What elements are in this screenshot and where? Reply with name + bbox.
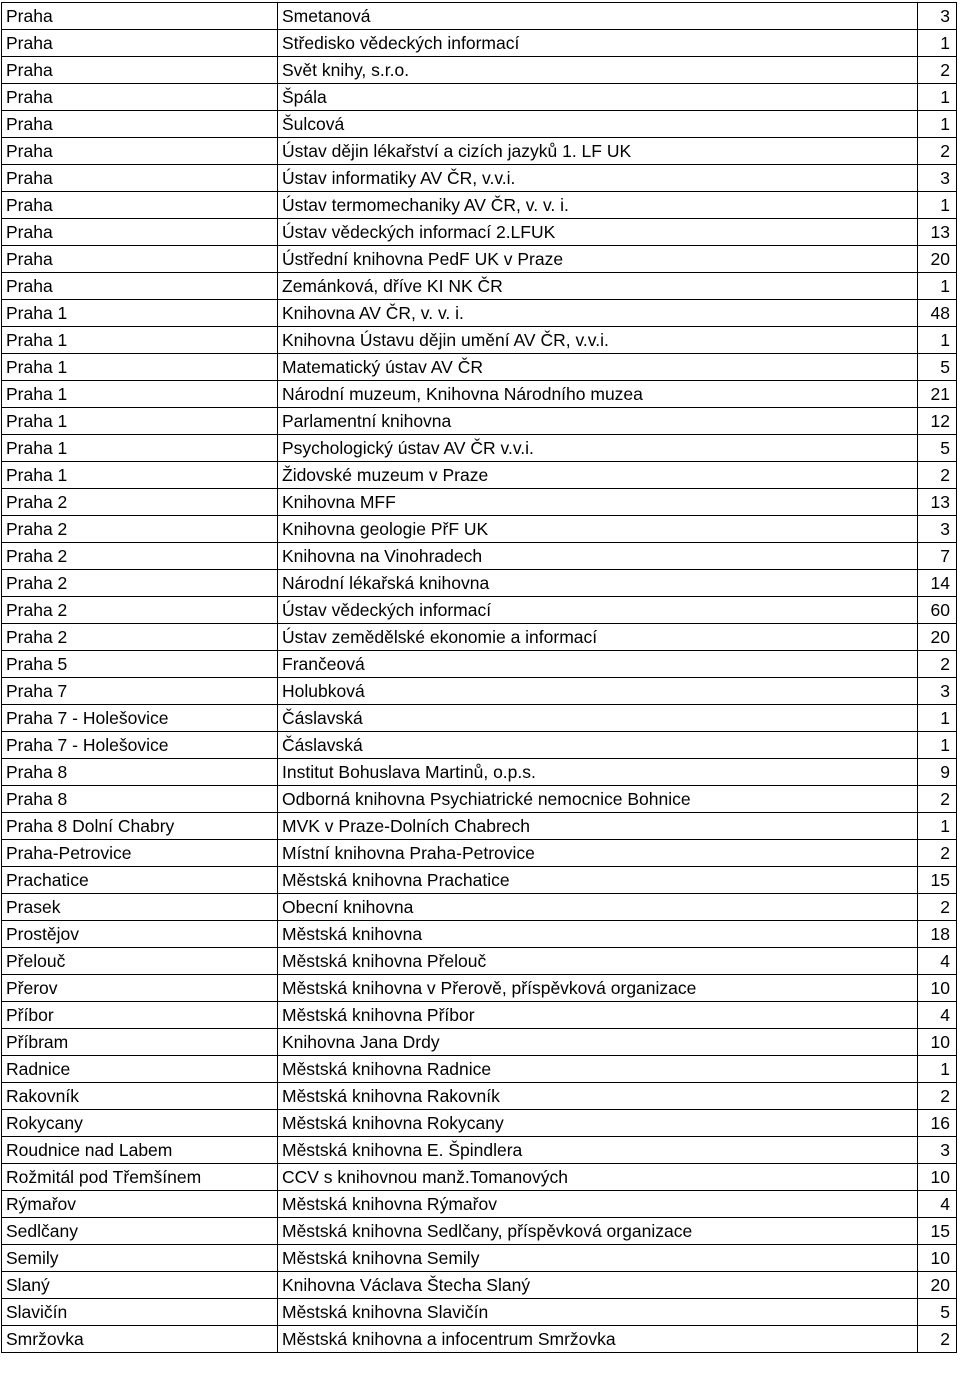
count-cell: 16 bbox=[918, 1110, 957, 1137]
city-cell: Semily bbox=[2, 1245, 278, 1272]
table-row bbox=[2, 192, 957, 219]
city-cell: Roudnice nad Labem bbox=[2, 1137, 278, 1164]
count-cell: 5 bbox=[918, 354, 957, 381]
table-row bbox=[2, 57, 957, 84]
library-cell: Městská knihovna E. Špindlera bbox=[278, 1137, 918, 1164]
table-row bbox=[2, 30, 957, 57]
city-cell: Příbram bbox=[2, 1029, 278, 1056]
library-cell: Ústav dějin lékařství a cizích jazyků 1. LF UK bbox=[278, 138, 918, 165]
city-cell: Praha 8 bbox=[2, 786, 278, 813]
library-cell: Zemánková, dříve KI NK ČR bbox=[278, 273, 918, 300]
table-row bbox=[2, 894, 957, 921]
table-row bbox=[2, 1164, 957, 1191]
table-row bbox=[2, 138, 957, 165]
city-cell: Praha 1 bbox=[2, 408, 278, 435]
library-cell: Knihovna Ústavu dějin umění AV ČR, v.v.i. bbox=[278, 327, 918, 354]
city-cell: Praha bbox=[2, 192, 278, 219]
count-cell: 4 bbox=[918, 948, 957, 975]
table-row bbox=[2, 867, 957, 894]
city-cell: Sedlčany bbox=[2, 1218, 278, 1245]
count-cell: 2 bbox=[918, 1083, 957, 1110]
city-cell: Praha bbox=[2, 111, 278, 138]
table-row bbox=[2, 489, 957, 516]
count-cell: 20 bbox=[918, 1272, 957, 1299]
library-cell: Čáslavská bbox=[278, 705, 918, 732]
count-cell: 3 bbox=[918, 516, 957, 543]
city-cell: Praha 1 bbox=[2, 327, 278, 354]
table-row bbox=[2, 1218, 957, 1245]
library-cell: Knihovna MFF bbox=[278, 489, 918, 516]
count-cell: 9 bbox=[918, 759, 957, 786]
library-cell: Špála bbox=[278, 84, 918, 111]
table-row bbox=[2, 435, 957, 462]
library-cell: Městská knihovna Sedlčany, příspěvková organizace bbox=[278, 1218, 918, 1245]
city-cell: Praha 8 Dolní Chabry bbox=[2, 813, 278, 840]
count-cell: 4 bbox=[918, 1191, 957, 1218]
library-cell: Psychologický ústav AV ČR v.v.i. bbox=[278, 435, 918, 462]
library-cell: Knihovna Jana Drdy bbox=[278, 1029, 918, 1056]
count-cell: 21 bbox=[918, 381, 957, 408]
library-cell: Holubková bbox=[278, 678, 918, 705]
city-cell: Praha bbox=[2, 84, 278, 111]
city-cell: Praha bbox=[2, 219, 278, 246]
table-row bbox=[2, 111, 957, 138]
table-row bbox=[2, 1245, 957, 1272]
table-row bbox=[2, 570, 957, 597]
city-cell: Přerov bbox=[2, 975, 278, 1002]
library-cell: MVK v Praze-Dolních Chabrech bbox=[278, 813, 918, 840]
library-cell: Národní muzeum, Knihovna Národního muzea bbox=[278, 381, 918, 408]
city-cell: Praha bbox=[2, 138, 278, 165]
count-cell: 2 bbox=[918, 57, 957, 84]
count-cell: 15 bbox=[918, 867, 957, 894]
count-cell: 2 bbox=[918, 894, 957, 921]
table-row bbox=[2, 543, 957, 570]
library-cell: Městská knihovna Semily bbox=[278, 1245, 918, 1272]
city-cell: Slaný bbox=[2, 1272, 278, 1299]
table-row bbox=[2, 705, 957, 732]
city-cell: Praha 5 bbox=[2, 651, 278, 678]
table-row bbox=[2, 246, 957, 273]
table-row bbox=[2, 1326, 957, 1353]
library-cell: Ústřední knihovna PedF UK v Praze bbox=[278, 246, 918, 273]
library-cell: Odborná knihovna Psychiatrické nemocnice Bohnice bbox=[278, 786, 918, 813]
library-cell: Středisko vědeckých informací bbox=[278, 30, 918, 57]
city-cell: Praha bbox=[2, 57, 278, 84]
count-cell: 4 bbox=[918, 1002, 957, 1029]
table-row bbox=[2, 1299, 957, 1326]
library-cell: Parlamentní knihovna bbox=[278, 408, 918, 435]
table-row bbox=[2, 219, 957, 246]
library-cell: Židovské muzeum v Praze bbox=[278, 462, 918, 489]
library-cell: Národní lékařská knihovna bbox=[278, 570, 918, 597]
table-row bbox=[2, 813, 957, 840]
count-cell: 7 bbox=[918, 543, 957, 570]
count-cell: 1 bbox=[918, 732, 957, 759]
table-row bbox=[2, 678, 957, 705]
library-cell: Matematický ústav AV ČR bbox=[278, 354, 918, 381]
table-row bbox=[2, 1191, 957, 1218]
library-cell: Frančeová bbox=[278, 651, 918, 678]
city-cell: Rožmitál pod Třemšínem bbox=[2, 1164, 278, 1191]
library-cell: Městská knihovna v Přerově, příspěvková organizace bbox=[278, 975, 918, 1002]
library-cell: Knihovna geologie PřF UK bbox=[278, 516, 918, 543]
library-cell: Městská knihovna Rakovník bbox=[278, 1083, 918, 1110]
count-cell: 2 bbox=[918, 138, 957, 165]
city-cell: Praha bbox=[2, 246, 278, 273]
table-row bbox=[2, 1137, 957, 1164]
count-cell: 15 bbox=[918, 1218, 957, 1245]
count-cell: 1 bbox=[918, 192, 957, 219]
city-cell: Praha 1 bbox=[2, 354, 278, 381]
city-cell: Rakovník bbox=[2, 1083, 278, 1110]
city-cell: Smržovka bbox=[2, 1326, 278, 1353]
count-cell: 3 bbox=[918, 3, 957, 30]
library-cell: Místní knihovna Praha-Petrovice bbox=[278, 840, 918, 867]
city-cell: Příbor bbox=[2, 1002, 278, 1029]
count-cell: 1 bbox=[918, 84, 957, 111]
count-cell: 3 bbox=[918, 165, 957, 192]
library-cell: Institut Bohuslava Martinů, o.p.s. bbox=[278, 759, 918, 786]
count-cell: 20 bbox=[918, 624, 957, 651]
city-cell: Praha 2 bbox=[2, 570, 278, 597]
table-row bbox=[2, 273, 957, 300]
count-cell: 2 bbox=[918, 840, 957, 867]
table-row bbox=[2, 1110, 957, 1137]
table-row bbox=[2, 624, 957, 651]
table-row bbox=[2, 354, 957, 381]
table-row bbox=[2, 1029, 957, 1056]
library-cell: Šulcová bbox=[278, 111, 918, 138]
city-cell: Prachatice bbox=[2, 867, 278, 894]
count-cell: 10 bbox=[918, 1029, 957, 1056]
table-row bbox=[2, 3, 957, 30]
library-cell: Ústav zemědělské ekonomie a informací bbox=[278, 624, 918, 651]
city-cell: Prostějov bbox=[2, 921, 278, 948]
library-table bbox=[1, 2, 957, 1353]
table-row bbox=[2, 1272, 957, 1299]
city-cell: Praha bbox=[2, 165, 278, 192]
count-cell: 48 bbox=[918, 300, 957, 327]
library-cell: Městská knihovna Rokycany bbox=[278, 1110, 918, 1137]
count-cell: 18 bbox=[918, 921, 957, 948]
table-row bbox=[2, 165, 957, 192]
count-cell: 13 bbox=[918, 219, 957, 246]
table-row bbox=[2, 651, 957, 678]
library-cell: Knihovna na Vinohradech bbox=[278, 543, 918, 570]
city-cell: Praha 1 bbox=[2, 381, 278, 408]
library-cell: Knihovna AV ČR, v. v. i. bbox=[278, 300, 918, 327]
table-row bbox=[2, 975, 957, 1002]
count-cell: 2 bbox=[918, 651, 957, 678]
table-row bbox=[2, 381, 957, 408]
city-cell: Praha 2 bbox=[2, 543, 278, 570]
library-cell: Městská knihovna Rýmařov bbox=[278, 1191, 918, 1218]
library-cell: Čáslavská bbox=[278, 732, 918, 759]
library-cell: Městská knihovna Prachatice bbox=[278, 867, 918, 894]
table-row bbox=[2, 84, 957, 111]
table-row bbox=[2, 759, 957, 786]
library-cell: Ústav vědeckých informací bbox=[278, 597, 918, 624]
count-cell: 1 bbox=[918, 705, 957, 732]
city-cell: Slavičín bbox=[2, 1299, 278, 1326]
table-row bbox=[2, 300, 957, 327]
city-cell: Praha bbox=[2, 3, 278, 30]
table-row bbox=[2, 516, 957, 543]
table-row bbox=[2, 921, 957, 948]
city-cell: Rokycany bbox=[2, 1110, 278, 1137]
count-cell: 1 bbox=[918, 30, 957, 57]
city-cell: Přelouč bbox=[2, 948, 278, 975]
city-cell: Praha 1 bbox=[2, 435, 278, 462]
city-cell: Praha bbox=[2, 273, 278, 300]
count-cell: 5 bbox=[918, 435, 957, 462]
city-cell: Praha 1 bbox=[2, 462, 278, 489]
city-cell: Radnice bbox=[2, 1056, 278, 1083]
count-cell: 1 bbox=[918, 273, 957, 300]
library-cell: Městská knihovna bbox=[278, 921, 918, 948]
library-cell: Ústav vědeckých informací 2.LFUK bbox=[278, 219, 918, 246]
count-cell: 3 bbox=[918, 678, 957, 705]
city-cell: Praha-Petrovice bbox=[2, 840, 278, 867]
city-cell: Praha 7 - Holešovice bbox=[2, 732, 278, 759]
count-cell: 13 bbox=[918, 489, 957, 516]
table-row bbox=[2, 327, 957, 354]
city-cell: Praha 2 bbox=[2, 516, 278, 543]
table-row bbox=[2, 408, 957, 435]
count-cell: 10 bbox=[918, 975, 957, 1002]
library-cell: Svět knihy, s.r.o. bbox=[278, 57, 918, 84]
count-cell: 2 bbox=[918, 1326, 957, 1353]
city-cell: Praha 7 - Holešovice bbox=[2, 705, 278, 732]
library-cell: Ústav termomechaniky AV ČR, v. v. i. bbox=[278, 192, 918, 219]
city-cell: Praha 1 bbox=[2, 300, 278, 327]
library-cell: Městská knihovna Přelouč bbox=[278, 948, 918, 975]
count-cell: 12 bbox=[918, 408, 957, 435]
table-row bbox=[2, 948, 957, 975]
table-row bbox=[2, 1056, 957, 1083]
count-cell: 3 bbox=[918, 1137, 957, 1164]
library-cell: CCV s knihovnou manž.Tomanových bbox=[278, 1164, 918, 1191]
city-cell: Praha 2 bbox=[2, 597, 278, 624]
library-cell: Městská knihovna Příbor bbox=[278, 1002, 918, 1029]
table-row bbox=[2, 462, 957, 489]
library-cell: Smetanová bbox=[278, 3, 918, 30]
count-cell: 60 bbox=[918, 597, 957, 624]
library-cell: Ústav informatiky AV ČR, v.v.i. bbox=[278, 165, 918, 192]
library-cell: Obecní knihovna bbox=[278, 894, 918, 921]
count-cell: 2 bbox=[918, 462, 957, 489]
library-cell: Městská knihovna Radnice bbox=[278, 1056, 918, 1083]
library-cell: Knihovna Václava Štecha Slaný bbox=[278, 1272, 918, 1299]
table-row bbox=[2, 732, 957, 759]
library-cell: Městská knihovna Slavičín bbox=[278, 1299, 918, 1326]
table-row bbox=[2, 840, 957, 867]
city-cell: Rýmařov bbox=[2, 1191, 278, 1218]
city-cell: Praha 2 bbox=[2, 489, 278, 516]
count-cell: 10 bbox=[918, 1164, 957, 1191]
table-row bbox=[2, 786, 957, 813]
count-cell: 5 bbox=[918, 1299, 957, 1326]
count-cell: 1 bbox=[918, 813, 957, 840]
city-cell: Praha 2 bbox=[2, 624, 278, 651]
city-cell: Praha bbox=[2, 30, 278, 57]
city-cell: Praha 7 bbox=[2, 678, 278, 705]
count-cell: 2 bbox=[918, 786, 957, 813]
city-cell: Prasek bbox=[2, 894, 278, 921]
count-cell: 1 bbox=[918, 1056, 957, 1083]
count-cell: 1 bbox=[918, 327, 957, 354]
table-row bbox=[2, 597, 957, 624]
count-cell: 10 bbox=[918, 1245, 957, 1272]
count-cell: 14 bbox=[918, 570, 957, 597]
city-cell: Praha 8 bbox=[2, 759, 278, 786]
library-cell: Městská knihovna a infocentrum Smržovka bbox=[278, 1326, 918, 1353]
library-table-body bbox=[2, 3, 957, 1353]
table-row bbox=[2, 1002, 957, 1029]
count-cell: 20 bbox=[918, 246, 957, 273]
count-cell: 1 bbox=[918, 111, 957, 138]
table-row bbox=[2, 1083, 957, 1110]
